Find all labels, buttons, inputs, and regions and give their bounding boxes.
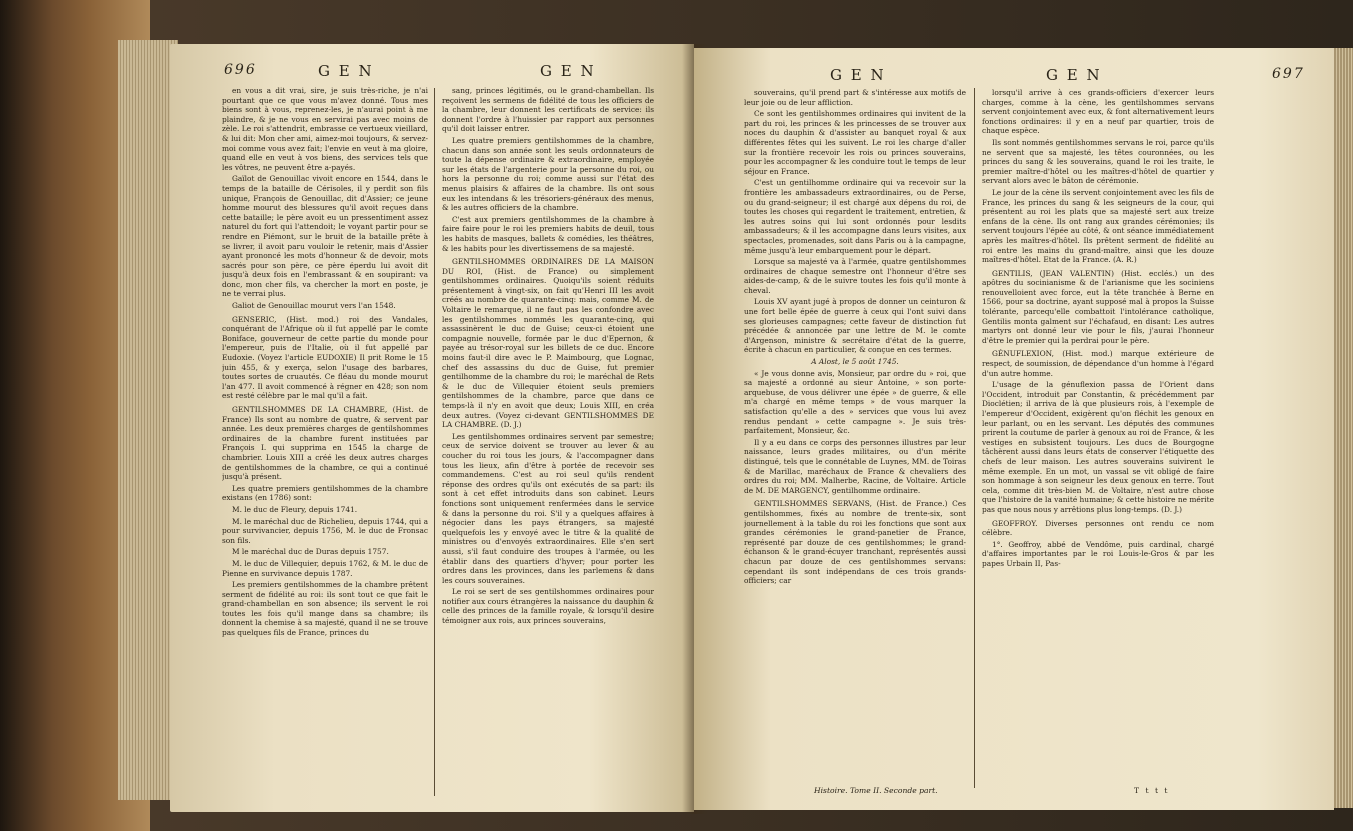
- paragraph: Les quatre premiers gentilshommes de la chambre existans (en 1786) sont:: [222, 483, 428, 503]
- entry-gentilis: GENTILIS, (JEAN VALENTIN) (Hist. ecclés.) un des apôtres du socinianisme & de l'arianisme que les sociniens renouvelloient avec force, eut la tête tranchée à Berne en 1566, pour sa doctrine, ayant supposé mal à propos la Suisse tolérante, parcequ'elle combattoit l'intolérance catholique, Gentilis monta galment sur l'échafaud, en disant: Les autres martyrs ont donné leur vie pour le fils, j'aurai l'honneur d'être le premier qui la perdrai pour le père.: [982, 268, 1214, 345]
- letter-dateline: A Alost, le 5 août 1745.: [811, 357, 899, 367]
- paragraph: Les gentilshommes ordinaires servent par semestre; ceux de service doivent se trouver au lever & au coucher du roi tous les jours, & l'accompagner dans tous les lieux, afin d'être à portée de recevoir ses commandemens. C'est au roi seul qu'ils rendent réponse des ordres qu'ils ont exécutés de sa part: ils sont à cet effet introduits dans son cabinet. Leurs fonctions sont uniquement renfermées dans le service & dans la personne du roi. S'il y a quelques affaires à négocier dans les pays étrangers, sa majesté quelquefois les y envoyé avec le titre & la qualité de ministres ou d'envoyés extraordinaires. Elle s'en sert aussi, s'il faut conduire des troupes à l'armée, ou les établir dans des quartiers d'hyver; pour porter les ordres dans les provinces, dans les parlemens & dans les cours souveraines.: [442, 431, 654, 585]
- entry-gentilshommes-servans: GENTILSHOMMES SERVANS, (Hist. de France.) Ces gentilshommes, fixés au nombre de trente-six, sont journellement à la table du roi les fonctions que sont aux grandes cérémonies le grand-panetier de France, représenté par douze de ces gentilshommes; le grand-échanson & le grand-écuyer tranchant, représentés aussi chacun par douze de ces gentilshommes servans: cependant ils sont indépendans de ces trois grands-officiers; car: [744, 499, 966, 586]
- left-running-head-2: G E N: [540, 62, 596, 80]
- page-footer: Histoire. Tome II. Seconde part.: [814, 786, 938, 795]
- column-divider: [434, 88, 435, 796]
- letter-quote: « Je vous donne avis, Monsieur, par ordre du » roi, que sa majesté a ordonné au sieur Antoine, » son porte-arquebuse, de vous délivrer une épée » de guerre, & elle m'a chargé en même temps » de vous marquer la satisfaction qu'elle a des » services que vous lui avez rendus pendant » cette campagne ». Je suis très-parfaitement, Monsieur, &c.: [744, 368, 966, 436]
- list-item: M. le duc de Fleury, depuis 1741.: [232, 504, 358, 514]
- right-column-1: [744, 88, 966, 780]
- paragraph: Les quatre premiers gentilshommes de la chambre, chacun dans son année sont les seuls ordonnateurs de toute la dépense ordinaire & extraordinaire, employée sur les états de l'argenterie pour la personne du roi, ou hors la personne du roi; comme aussi sur l'état des menus plaisirs & affaires de la chambre. Ils ont sous eux les intendans & les trésoriers-généraux des menus, & les autres officiers de la chambre.: [442, 135, 654, 213]
- paragraph: C'est aux premiers gentilshommes de la chambre à faire faire pour le roi les premiers habits de deuil, tous les habits de masques, ballets & comédies, les théâtres, & les habits pour les divertissemens de sa majesté.: [442, 214, 654, 253]
- right-page: [694, 48, 1334, 810]
- list-item: M le maréchal duc de Duras depuis 1757.: [232, 547, 389, 557]
- paragraph: Galiot de Genouillac mourut vers l'an 1548.: [232, 301, 396, 311]
- paragraph: Ils sont nommés gentilshommes servans le roi, parce qu'ils ne servent que sa majesté, les têtes couronnées, ou les princes du sang & les souverains, quand le roi les traite, le premier maître-d'hôtel ou les maîtres-d'hôtel de quartier y servant alors avec le bâton de cérémonie.: [982, 137, 1214, 186]
- right-page-number: 697: [1272, 66, 1305, 82]
- page-stack-left: [118, 40, 178, 800]
- list-item: M. le maréchal duc de Richelieu, depuis 1744, qui a pour survivancier, depuis 1756, M. le duc de Fronsac son fils.: [222, 516, 428, 545]
- right-column-2: [982, 88, 1214, 792]
- paragraph: Ce sont les gentilshommes ordinaires qui invitent de la part du roi, les princes & les princesses de se trouver aux noces du dauphin & d'assister au banquet royal & aux différentes fêtes qui les suivent. Le roi les charge d'aller sur la frontière recevoir les rois ou princes souverains, pour les accompagner & les conduire tout le temps de leur séjour en France.: [744, 109, 966, 176]
- paragraph: L'usage de la génuflexion passa de l'Orient dans l'Occident, introduit par Constantin, & précédemment par Dioclétien; il arriva de là que plusieurs rois, à l'exemple de l'empereur d'Occident, exigèrent qu'on fléchit les genoux en leur parlant, ou en les servant. Les députés des communes prirent la coutume de parler à genoux au roi de France, & les vestiges en subsistent toujours. Les ducs de Bourgogne tâchèrent aussi dans leurs états de conserver l'étiquette des chefs de leur maison. Les autres souverains suivirent le même exemple. En un mot, un vassal se vit obligé de faire son hommage à son seigneur les deux genoux en terre. Tout cela, comme dit très-bien M. de Voltaire, n'est autre chose que l'histoire de la vanité humaine; & cette histoire ne mérite pas que nous nous y arrêtions plus long-temps. (D. J.): [982, 380, 1214, 514]
- paragraph: en vous a dit vrai, sire, je suis très-riche, je n'ai pourtant que ce que vous m'avez donné. Tous mes biens sont à vous, reprenez-les, je n'aurai point à me plaindre, & je ne vous en servirai pas avec moins de zèle. Le roi s'attendrit, embrasse ce vertueux vieillard, & lui dit: Mon cher ami, aimez-moi toujours, & servez-moi comme vous avez fait; l'envie en veut à ma gloire, quand elle en veut à vos biens, des services tels que les vôtres, ne peuvent être a-payés.: [222, 86, 428, 172]
- column-divider: [974, 88, 975, 788]
- entry-geoffroy: GEOFFROY. Diverses personnes ont rendu ce nom célèbre.: [982, 518, 1214, 538]
- paragraph: Le jour de la cène ils servent conjointement avec les fils de France, les princes du sang & les seigneurs de la cour, qui présentent au roi les plats que sa majesté sert aux treize enfans de la cène. Ils ont rang aux grandes cérémonies; ils servent toujours l'épée au côté, & ont séance immédiatement après les maîtres-d'hôtel. Ils prêtent serment de fidélité au roi entre les mains du grand-maître, ainsi que les douze maîtres-d'hôtel. Etat de la France. (A. R.): [982, 187, 1214, 265]
- paragraph: lorsqu'il arrive à ces grands-officiers d'exercer leurs charges, comme à la cène, les gentilshommes servans servent conjointement avec eux, & font alternativement leurs fonctions ordinaires: il y en a neuf par quartier, trois de chaque espèce.: [982, 88, 1214, 136]
- paragraph: Lorsque sa majesté va à l'armée, quatre gentilshommes ordinaires de chaque semestre ont l'honneur d'être ses aides-de-camp, & de le suivre toutes les fois qu'il monte à cheval.: [744, 257, 966, 295]
- paragraph: Le roi se sert de ses gentilshommes ordinaires pour notifier aux cours étrangères la naissance du dauphin & celle des princes de la famille royale, & lorsqu'il desire témoigner aux rois, aux princes souverains,: [442, 587, 654, 626]
- paragraph: Il y a eu dans ce corps des personnes illustres par leur naissance, leurs grades militaires, ou d'un mérite distingué, tels que le connétable de Luynes, MM. de Toiras & de Marillac, maréchaux de France & chevaliers des ordres du roi; MM. Malherbe, Racine, de Voltaire. Article de M. DE MARGENCY, gentilhomme ordinaire.: [744, 437, 966, 495]
- paragraph: Les premiers gentilshommes de la chambre prêtent serment de fidélité au roi: ils sont tout ce que fait le grand-chambellan en son absence; ils servent le roi toutes les fois qu'il mange dans sa chambre; ils donnent la chemise à sa majesté, quand il ne se trouve pas quelques fils de France, princes du: [222, 580, 428, 638]
- paragraph: souverains, qu'il prend part & s'intéresse aux motifs de leur joie ou de leur affliction.: [744, 88, 966, 107]
- entry-gentilshommes-ordinaires: GENTILSHOMMES ORDINAIRES DE LA MAISON DU ROI, (Hist. de France) ou simplement gentilshommes ordinaires. Quoiqu'ils soient réduits présentement à vingt-six, on fait qu'Henri III les avoit créés au nombre de quarante-cinq: mais, comme M. de Voltaire le remarque, il ne faut pas les confondre avec les gentilshommes nommés les quarante-cinq, qui assassinèrent le duc de Guise; ceux-ci étoient une compagnie nouvelle, formée par le duc d'Epernon, & payée au trésor-royal sur les billets de ce duc. Encore moins faut-il dire avec le P. Maimbourg, que Lognac, chef des assassins du duc de Guise, fut premier gentilhomme de la chambre du roi; le maréchal de Rets & le duc de Villequier étoient seuls premiers gentilshommes de la chambre, parce que dans ce temps-là il n'y en avoit que deux; Louis XIII, en créa deux autres. (Voyez ci-devant GENTILSHOMMES DE LA CHAMBRE. (D. J.): [442, 257, 654, 430]
- paragraph: Gaïlot de Genouillac vivoit encore en 1544, dans le temps de la bataille de Cérisoles, il y perdit son fils unique, François de Genouillac, dit d'Assier; ce jeune homme mourut des blessures qu'il avoit reçues dans cette bataille; le père avoit eu un pressentiment assez naturel du fort qui l'attendoit; le voyant partir pour se rendre en Piémont, sur le bruit de la bataille prête à se livrer, il avoit paru vouloir le retenir, mais d'Assier ayant prononcé les mots d'honneur & de devoir, mots sacrés pour son père, ce père éperdu lui avoit dit jusqu'à deux fois en l'embrassant & en soupirant: va donc, mon cher fils, va chercher la mort en poste, je ne te verrai plus.: [222, 174, 428, 299]
- left-page-number: 696: [224, 62, 257, 78]
- left-column-2: [442, 86, 654, 798]
- paragraph: sang, princes légitimés, ou le grand-chambellan. Ils reçoivent les sermens de fidélité de tous les officiers de la chambre, leur donnent les certificats de service: ils donnent l'ordre à l'huissier par rapport aux personnes qu'il doit laisser entrer.: [442, 86, 654, 134]
- paragraph: 1°. Geoffroy, abbé de Vendôme, puis cardinal, chargé d'affaires importantes par le roi Louis-le-Gros & par les papes Urbain II, Pas-: [982, 539, 1214, 568]
- paragraph: Louis XV ayant jugé à propos de donner un ceinturon & une fort belle épée de guerre à ceux qui l'ont suivi dans ses glorieuses campagnes; cette faveur de distinction fut précédée & annoncée par une lettre de M. le comte d'Argenson, ministre & secrétaire d'état de la guerre, écrite à chacun en particulier, & conçue en ces termes.: [744, 297, 966, 355]
- paragraph: C'est un gentilhomme ordinaire qui va recevoir sur la frontière les ambassadeurs extraordinaires, ou de Perse, ou du grand-seigneur; il est chargé aux dépens du roi, de toutes les choses qui regardent le traitement, entretien, & les autres soins qui lui sont ordonnés pour lesdits ambassadeurs; & il les accompagne dans leurs visites, aux spectacles, promenades, soit dans Paris ou à la campagne, même jusqu'à leur embarquement pour le départ.: [744, 178, 966, 255]
- left-running-head-1: G E N: [318, 62, 374, 80]
- page-stack-right: [1331, 48, 1353, 808]
- entry-gentilshommes-chambre: GENTILSHOMMES DE LA CHAMBRE, (Hist. de France) Ils sont au nombre de quatre, & servent par année. Les deux premières charges de gentilshommes ordinaires de la chambre furent instituées par François I. qui supprima en 1545 la charge de chambrier. Louis XIII a créé les deux autres charges de gentilshommes de la chambre, ce qui a continué jusqu'à présent.: [222, 405, 428, 482]
- left-column-1: [222, 86, 428, 798]
- entry-genseric: GENSERIC, (Hist. mod.) roi des Vandales, conquérant de l'Afrique où il fut appellé par le comte Boniface, gouverneur de cette partie du monde pour l'empereur, puis de l'Italie, où il fut appellé par Eudoxie. (Voyez l'article EUDOXIE) Il prit Rome le 15 juin 455, & y exerça, selon l'usage des barbares, toutes sortes de cruautés. Ce fléau du monde mourut l'an 477. Il avoit commencé à régner en 428; son nom est resté célèbre par le mal qu'il a fait.: [222, 314, 428, 401]
- entry-genuflexion: GÉNUFLEXION, (Hist. mod.) marque extérieure de respect, de soumission, de dépendance d'un homme à l'égard d'un autre homme.: [982, 349, 1214, 378]
- right-running-head-1: G E N: [830, 66, 886, 84]
- left-page: [170, 44, 694, 812]
- list-item: M. le duc de Villequier, depuis 1762, & M. le duc de Pienne en survivance depuis 1787.: [222, 558, 428, 578]
- signature-mark: T t t t: [1134, 786, 1170, 795]
- right-running-head-2: G E N: [1046, 66, 1102, 84]
